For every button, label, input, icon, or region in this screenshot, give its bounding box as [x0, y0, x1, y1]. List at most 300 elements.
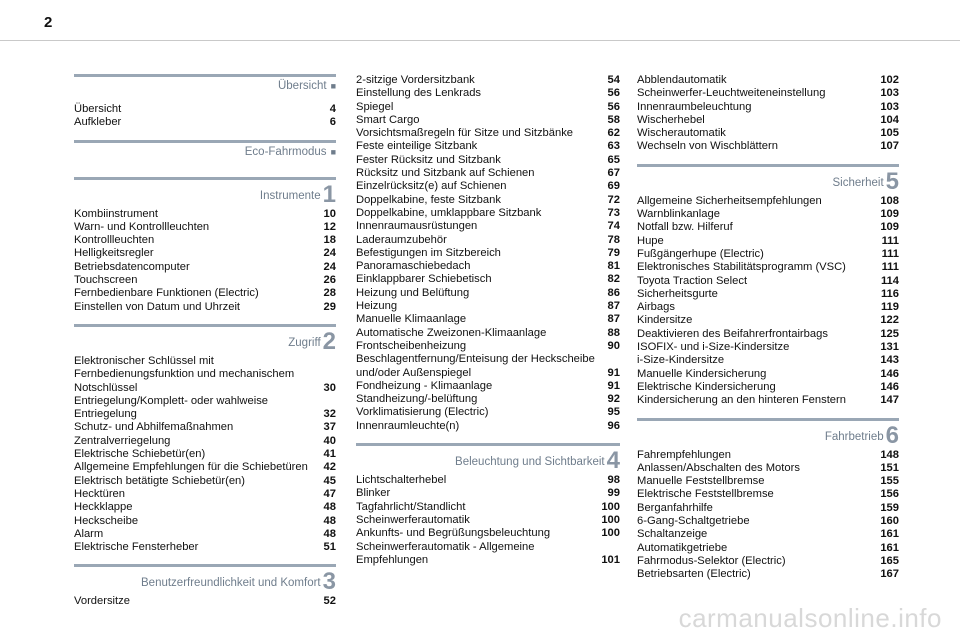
toc-entry-page: 98	[607, 474, 620, 487]
toc-entry[interactable]	[637, 502, 899, 515]
toc-entry-label: Tagfahrlicht/Standlicht	[356, 500, 466, 513]
toc-entry-label: Vordersitze	[74, 595, 130, 608]
toc-entry[interactable]	[637, 301, 899, 314]
toc-entry-page: 79	[607, 246, 620, 259]
section-title: Übersicht	[277, 80, 327, 92]
toc-entry-label: Abblendautomatik	[637, 74, 727, 86]
toc-entry-page: 40	[323, 434, 336, 447]
toc-section	[356, 74, 620, 433]
toc-entry-label: 2-sitzige Vordersitzbank	[356, 74, 475, 86]
toc-entry[interactable]	[356, 287, 620, 300]
toc-entry-page: 143	[880, 354, 899, 367]
toc-entry-label: Automatische Zweizonen-Klimaanlage	[356, 326, 547, 339]
toc-entry[interactable]	[356, 260, 620, 273]
toc-entry-page: 99	[607, 487, 620, 500]
toc-entry-page: 161	[880, 528, 899, 541]
toc-entry[interactable]	[74, 247, 336, 260]
toc-entry-page: 131	[880, 341, 899, 354]
toc-entry-label: Fahrmodus-Selektor (Electric)	[637, 554, 786, 567]
toc-entry[interactable]	[637, 381, 899, 394]
toc-entry[interactable]	[74, 595, 336, 608]
toc-entry[interactable]	[637, 101, 899, 114]
toc-entry[interactable]	[356, 140, 620, 153]
toc-entry[interactable]	[356, 87, 620, 100]
toc-entry-label: Fester Rücksitz und Sitzbank	[356, 153, 501, 166]
toc-entry[interactable]	[356, 420, 620, 433]
toc-entry-page: 105	[880, 127, 899, 140]
toc-entry-page: 56	[607, 87, 620, 100]
toc-entry-label: Smart Cargo	[356, 113, 420, 126]
toc-entry[interactable]	[356, 541, 620, 568]
section-header	[74, 177, 336, 206]
toc-entry-page: 54	[607, 74, 620, 86]
toc-entry-page: 62	[607, 127, 620, 140]
toc-entry-label: Heckklappe	[74, 501, 133, 514]
toc-entry-label: Innenraumleuchte(n)	[356, 419, 460, 432]
toc-entry[interactable]	[74, 421, 336, 434]
toc-entry-page: 102	[880, 74, 899, 86]
toc-entry-page: 91	[607, 366, 620, 379]
toc-entry[interactable]	[356, 234, 620, 247]
toc-entry-label: Vorklimatisierung (Electric)	[356, 406, 489, 419]
toc-entry-label: Ankunfts- und Begrüßungsbeleuchtung	[356, 527, 551, 540]
toc-entry[interactable]	[356, 127, 620, 140]
toc-entry-label: Manuelle Klimaanlage	[356, 313, 467, 326]
toc-entry-page: 52	[323, 595, 336, 608]
toc-entry-label: Schutz- und Abhilfemaßnahmen	[74, 421, 234, 434]
toc-entry-label: Toyota Traction Select	[637, 274, 748, 287]
toc-entry-label: Fondheizung - Klimaanlage	[356, 379, 493, 392]
toc-entry[interactable]	[356, 114, 620, 127]
toc-entry-page: 56	[607, 100, 620, 113]
toc-entry-page: 73	[607, 206, 620, 219]
toc-entry[interactable]	[74, 435, 336, 448]
toc-entry[interactable]	[356, 327, 620, 340]
toc-entry-label: Zentralverriegelung	[74, 434, 171, 447]
section-title: Eco-Fahrmodus	[244, 145, 327, 158]
toc-entry-page: 111	[881, 247, 899, 260]
toc-entry-label: Standheizung/-belüftung	[356, 393, 478, 406]
toc-entry-label: Einklappbarer Schiebetisch	[356, 273, 492, 286]
toc-entry-label: Touchscreen	[74, 274, 138, 287]
toc-entry[interactable]	[637, 195, 899, 208]
toc-entry[interactable]	[637, 341, 899, 354]
toc-entry-label: Manuelle Kindersicherung	[637, 367, 767, 380]
toc-entry[interactable]	[356, 300, 620, 313]
toc-entry[interactable]	[637, 221, 899, 234]
toc-entry[interactable]	[637, 515, 899, 528]
toc-entry[interactable]	[74, 355, 336, 395]
toc-entry-label: Doppelkabine, umklappbare Sitzbank	[356, 206, 542, 219]
section-header	[637, 164, 899, 193]
toc-entry-page: 10	[323, 207, 336, 220]
toc-section	[74, 74, 336, 130]
toc-entry-page: 91	[607, 379, 620, 392]
section-header	[356, 443, 620, 475]
toc-entry-label: Betriebsdatencomputer	[74, 260, 190, 273]
toc-entry-page: 65	[607, 153, 620, 166]
section-title: Fahrbetrieb	[824, 430, 884, 443]
section-title: Instrumente	[259, 189, 321, 202]
section-title: Beleuchtung und Sichtbarkeit	[455, 456, 605, 469]
toc-entry-page: 114	[880, 274, 899, 287]
toc-entry[interactable]	[637, 140, 899, 153]
toc-entry-page: 51	[323, 541, 336, 554]
toc-entry-label: Elektronisches Stabilitätsprogramm (VSC)	[637, 261, 846, 274]
toc-entry-label: Berganfahrhilfe	[637, 501, 713, 514]
toc-entry[interactable]	[356, 273, 620, 286]
toc-entry-page: 48	[323, 501, 336, 514]
toc-entry-label: Betriebsarten (Electric)	[637, 568, 751, 581]
toc-entry[interactable]	[356, 207, 620, 220]
toc-entry-label: Manuelle Feststellbremse	[637, 475, 765, 488]
toc-entry-page: 18	[323, 234, 336, 247]
toc-entry-page: 100	[601, 513, 620, 526]
toc-entry-label: Wechseln von Wischblättern	[637, 140, 778, 153]
toc-entry[interactable]	[637, 208, 899, 221]
toc-entry[interactable]	[356, 501, 620, 514]
toc-entry[interactable]	[74, 103, 336, 116]
toc-entry[interactable]	[74, 515, 336, 528]
toc-entry-page: 81	[607, 260, 620, 273]
toc-entry-page: 86	[607, 286, 620, 299]
toc-entry-page: 32	[323, 408, 336, 421]
toc-entry[interactable]	[356, 474, 620, 487]
toc-entry[interactable]	[637, 261, 899, 274]
toc-entry-label: Heizung	[356, 300, 398, 313]
toc-entry-label: Panoramaschiebedach	[356, 260, 471, 273]
toc-entry[interactable]	[74, 488, 336, 501]
toc-entry-label: Übersicht	[74, 103, 122, 115]
toc-entry[interactable]	[637, 354, 899, 367]
toc-entry-page: 151	[880, 461, 899, 474]
toc-entry[interactable]	[637, 328, 899, 341]
toc-entry-page: 88	[607, 326, 620, 339]
toc-entry-page: 148	[880, 448, 899, 461]
toc-entry-page: 111	[881, 234, 899, 247]
toc-entry-page: 109	[880, 221, 899, 234]
toc-entry-page: 24	[323, 247, 336, 260]
toc-entry-page: 100	[601, 527, 620, 540]
toc-entry-page: 111	[881, 261, 899, 274]
toc-column-2	[356, 74, 620, 577]
toc-entry-page: 87	[607, 300, 620, 313]
toc-entry-label: Laderaumzubehör	[356, 233, 447, 246]
toc-entry-label: Doppelkabine, feste Sitzbank	[356, 193, 501, 206]
toc-entry-label: Kombiinstrument	[74, 207, 158, 220]
toc-entry-label: Heizung und Belüftung	[356, 286, 470, 299]
toc-entry[interactable]	[637, 87, 899, 100]
toc-entry-label: Anlassen/Abschalten des Motors	[637, 461, 800, 474]
toc-entry-page: 119	[880, 301, 899, 314]
toc-entry-page: 100	[601, 500, 620, 513]
toc-entry-label: Elektrisch betätigte Schiebetür(en)	[74, 474, 246, 487]
toc-section	[356, 443, 620, 567]
toc-entry-label: Fahrempfehlungen	[637, 448, 731, 461]
toc-entry-label: Spiegel	[356, 100, 394, 113]
toc-section	[74, 140, 336, 167]
toc-entry[interactable]	[74, 208, 336, 221]
toc-entry[interactable]	[356, 514, 620, 527]
toc-entry-label: Allgemeine Empfehlungen für die Schiebetüren	[74, 461, 308, 474]
toc-entry-label: Feste einteilige Sitzbank	[356, 140, 478, 153]
toc-entry-label: Elektrische Schiebetür(en)	[74, 448, 206, 461]
toc-entry-label: Warnblinkanlage	[637, 208, 720, 221]
section-header	[74, 564, 336, 596]
toc-entry-page: 37	[323, 421, 336, 434]
toc-entry[interactable]	[356, 74, 620, 87]
section-title: Zugriff	[288, 336, 321, 349]
toc-entry-page: 6	[329, 116, 336, 129]
toc-entry-page: 104	[880, 113, 899, 126]
toc-entry-page: 116	[880, 287, 899, 300]
toc-entry[interactable]	[356, 167, 620, 180]
top-divider	[0, 40, 960, 41]
toc-entry-page: 12	[323, 220, 336, 233]
toc-entry-label: Beschlagentfernung/Enteisung der Heckscheibe und/oder Außenspiegel	[356, 353, 595, 379]
toc-entry[interactable]	[637, 368, 899, 381]
toc-entry-label: Einzelrücksitz(e) auf Schienen	[356, 180, 507, 193]
toc-entry-label: Elektronischer Schlüssel mit Fernbedienungsfunktion und mechanischem Notschlüssel	[74, 354, 295, 394]
toc-entry-label: Schaltanzeige	[637, 528, 708, 541]
toc-entry-label: Helligkeitsregler	[74, 247, 154, 260]
toc-entry-page: 45	[323, 474, 336, 487]
toc-entry-page: 69	[607, 180, 620, 193]
toc-entry[interactable]	[74, 541, 336, 554]
toc-entry-label: Kindersicherung an den hinteren Fenstern	[637, 394, 846, 407]
toc-entry-page: 28	[323, 287, 336, 300]
toc-entry[interactable]	[356, 247, 620, 260]
toc-entry-page: 160	[880, 515, 899, 528]
section-header	[74, 140, 336, 167]
toc-entry[interactable]	[637, 394, 899, 407]
toc-entry[interactable]	[637, 248, 899, 261]
toc-entry-label: Wischerhebel	[637, 113, 705, 126]
section-header	[637, 418, 899, 447]
section-marker-icon: ■	[330, 146, 336, 157]
section-header	[74, 74, 336, 101]
toc-entry-label: Entriegelung/Komplett- oder wahlweise Entriegelung	[74, 394, 269, 421]
toc-entry-label: Warn- und Kontrollleuchten	[74, 220, 210, 233]
section-number: 6	[885, 421, 899, 449]
toc-entry-page: 30	[323, 381, 336, 394]
toc-entry-label: Scheinwerfer-Leuchtweiteneinstellung	[637, 87, 826, 100]
section-title: Benutzerfreundlichkeit und Komfort	[141, 577, 321, 590]
toc-entry[interactable]	[637, 449, 899, 462]
toc-entry[interactable]	[356, 180, 620, 193]
toc-entry-page: 101	[601, 553, 620, 566]
section-title: Sicherheit	[832, 176, 884, 189]
toc-entry[interactable]	[356, 340, 620, 353]
toc-section	[637, 164, 899, 408]
toc-entry-label: Elektrische Feststellbremse	[637, 488, 774, 501]
toc-entry-label: Alarm	[74, 527, 104, 540]
toc-entry[interactable]	[356, 220, 620, 233]
toc-section	[74, 177, 336, 314]
toc-entry-page: 29	[323, 300, 336, 313]
toc-entry-page: 74	[607, 220, 620, 233]
toc-entry-page: 58	[607, 113, 620, 126]
toc-entry[interactable]	[637, 555, 899, 568]
toc-entry-label: Frontscheibenheizung	[356, 339, 467, 352]
section-number: 3	[322, 568, 336, 596]
toc-entry-label: Hecktüren	[74, 487, 125, 500]
toc-entry-label: Allgemeine Sicherheitsempfehlungen	[637, 194, 822, 207]
toc-entry-label: ISOFIX- und i-Size-Kindersitze	[637, 341, 790, 354]
toc-entry[interactable]	[356, 313, 620, 326]
toc-entry[interactable]	[74, 501, 336, 514]
toc-entry-label: Hupe	[637, 234, 664, 247]
toc-entry[interactable]	[74, 274, 336, 287]
toc-entry-label: Elektrische Fensterheber	[74, 541, 199, 554]
toc-entry-page: 95	[607, 406, 620, 419]
toc-entry-page: 24	[323, 260, 336, 273]
toc-entry[interactable]	[356, 393, 620, 406]
toc-entry-page: 109	[880, 208, 899, 221]
toc-entry-page: 26	[323, 274, 336, 287]
toc-entry-label: 6-Gang-Schaltgetriebe	[637, 515, 750, 528]
toc-entry-page: 82	[607, 273, 620, 286]
toc-entry-label: Lichtschalterhebel	[356, 474, 447, 487]
toc-entry[interactable]	[74, 395, 336, 422]
toc-entry-page: 78	[607, 233, 620, 246]
toc-entry-label: Innenraumausrüstungen	[356, 220, 478, 233]
toc-entry-label: Automatikgetriebe	[637, 541, 728, 554]
toc-entry-page: 156	[880, 488, 899, 501]
toc-entry-label: Aufkleber	[74, 116, 122, 129]
toc-entry-page: 63	[607, 140, 620, 153]
section-header	[74, 324, 336, 353]
toc-entry-page: 161	[880, 541, 899, 554]
toc-entry-label: Scheinwerferautomatik - Allgemeine Empfehlungen	[356, 540, 535, 566]
toc-entry[interactable]	[356, 101, 620, 114]
toc-entry-page: 67	[607, 167, 620, 180]
section-number: 2	[322, 327, 336, 355]
toc-entry-page: 41	[323, 448, 336, 461]
toc-entry[interactable]	[356, 487, 620, 500]
toc-entry-label: Fußgängerhupe (Electric)	[637, 247, 764, 260]
toc-entry[interactable]	[637, 235, 899, 248]
toc-entry-label: Innenraumbeleuchtung	[637, 100, 752, 113]
toc-entry-page: 125	[880, 327, 899, 340]
toc-section	[637, 418, 899, 582]
toc-entry[interactable]	[356, 154, 620, 167]
toc-entry-page: 122	[880, 314, 899, 327]
toc-entry[interactable]	[637, 314, 899, 327]
toc-entry-page: 72	[607, 193, 620, 206]
toc-column-3	[637, 74, 899, 592]
toc-entry-page: 103	[880, 87, 899, 100]
toc-entry-page: 146	[880, 380, 899, 393]
toc-entry[interactable]	[637, 568, 899, 581]
toc-entry[interactable]	[74, 461, 336, 474]
toc-entry[interactable]	[74, 448, 336, 461]
toc-section	[637, 74, 899, 154]
section-number: 1	[322, 180, 336, 208]
toc-entry-label: Sicherheitsgurte	[637, 287, 718, 300]
toc-entry-label: Einstellen von Datum und Uhrzeit	[74, 300, 241, 313]
toc-entry-label: Elektrische Kindersicherung	[637, 380, 776, 393]
toc-entry-label: Kindersitze	[637, 314, 693, 327]
toc-entry-label: Vorsichtsmaßregeln für Sitze und Sitzbänke	[356, 127, 574, 140]
toc-entry[interactable]	[74, 287, 336, 300]
toc-entry[interactable]	[74, 475, 336, 488]
toc-entry-label: Wischerautomatik	[637, 127, 726, 140]
toc-entry-page: 146	[880, 367, 899, 380]
toc-entry[interactable]	[637, 528, 899, 541]
toc-entry[interactable]	[356, 380, 620, 393]
toc-entry-page: 90	[607, 339, 620, 352]
section-marker-icon: ■	[330, 81, 336, 91]
toc-entry[interactable]	[356, 406, 620, 419]
toc-entry-label: i-Size-Kindersitze	[637, 354, 725, 367]
toc-entry-label: Befestigungen im Sitzbereich	[356, 246, 501, 259]
toc-entry[interactable]	[74, 528, 336, 541]
toc-entry[interactable]	[637, 462, 899, 475]
toc-entry[interactable]	[637, 127, 899, 140]
toc-entry-page: 108	[880, 194, 899, 207]
toc-entry[interactable]	[637, 275, 899, 288]
toc-entry[interactable]	[637, 488, 899, 501]
toc-entry-page: 155	[880, 475, 899, 488]
toc-column-1	[74, 74, 336, 619]
toc-entry-label: Heckscheibe	[74, 514, 139, 527]
toc-entry-page: 103	[880, 100, 899, 113]
toc-entry-label: Blinker	[356, 487, 391, 500]
toc-entry-page: 107	[880, 140, 899, 153]
toc-entry[interactable]	[356, 527, 620, 540]
toc-entry[interactable]	[74, 234, 336, 247]
toc-entry[interactable]	[637, 475, 899, 488]
toc-entry[interactable]	[74, 221, 336, 234]
toc-entry[interactable]	[74, 261, 336, 274]
page-number: 2	[44, 14, 53, 31]
toc-entry-page: 4	[329, 103, 336, 115]
toc-entry[interactable]	[74, 301, 336, 314]
toc-entry-page: 48	[323, 514, 336, 527]
toc-entry[interactable]	[356, 353, 620, 380]
toc-entry-page: 165	[880, 554, 899, 567]
toc-entry-page: 47	[323, 487, 336, 500]
toc-entry[interactable]	[637, 74, 899, 87]
toc-entry-label: Rücksitz und Sitzbank auf Schienen	[356, 167, 535, 180]
toc-entry-label: Airbags	[637, 301, 675, 314]
toc-section	[74, 324, 336, 554]
toc-entry[interactable]	[637, 114, 899, 127]
watermark: carmanualsonline.info	[678, 603, 942, 633]
toc-entry-page: 87	[607, 313, 620, 326]
toc-entry[interactable]	[356, 194, 620, 207]
toc-entry-label: Notfall bzw. Hilferuf	[637, 221, 733, 234]
toc-entry-page: 159	[880, 501, 899, 514]
section-number: 5	[885, 167, 899, 195]
toc-entry-label: Deaktivieren des Beifahrerfrontairbags	[637, 327, 828, 340]
toc-entry-page: 167	[880, 568, 899, 581]
section-number: 4	[606, 447, 620, 475]
toc-entry-page: 48	[323, 527, 336, 540]
toc-entry-label: Kontrollleuchten	[74, 234, 155, 247]
toc-entry[interactable]	[74, 116, 336, 129]
toc-entry-page: 42	[323, 461, 336, 474]
toc-entry-page: 96	[607, 419, 620, 432]
toc-entry-page: 147	[880, 394, 899, 407]
toc-entry-label: Scheinwerferautomatik	[356, 513, 470, 526]
toc-entry[interactable]	[637, 542, 899, 555]
toc-entry-page: 92	[607, 393, 620, 406]
toc-section	[74, 564, 336, 608]
toc-entry[interactable]	[637, 288, 899, 301]
toc-entry-label: Einstellung des Lenkrads	[356, 87, 482, 100]
